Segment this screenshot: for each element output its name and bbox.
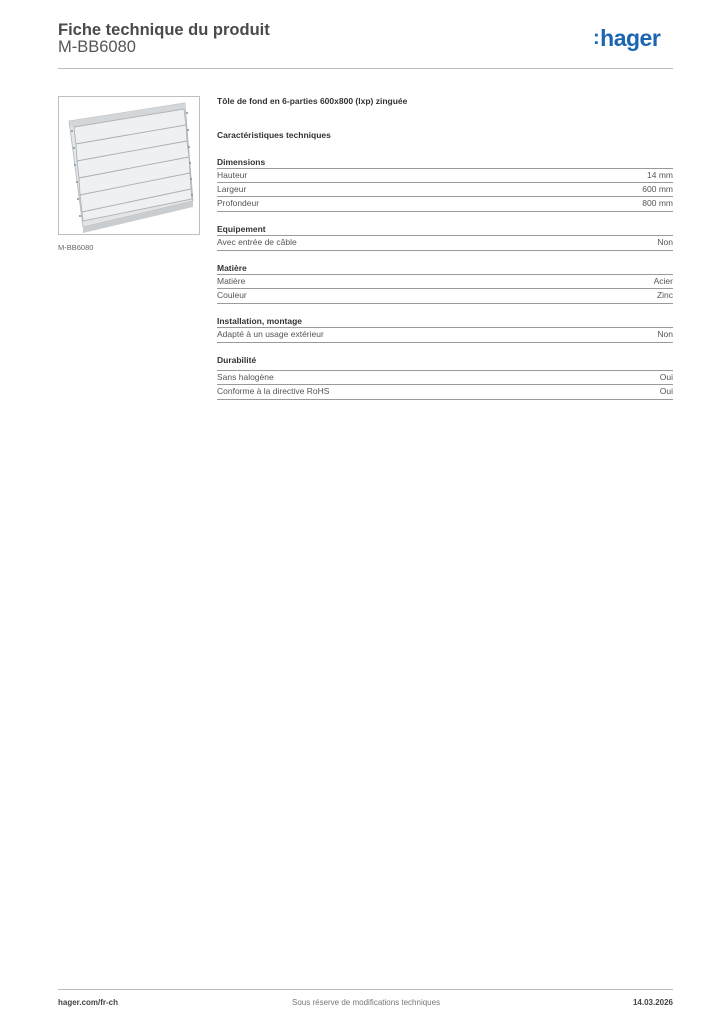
spec-row — [217, 288, 673, 302]
spec-row — [217, 182, 673, 196]
section-title-durabilite: Durabilité — [217, 355, 257, 365]
section-end-line — [217, 211, 673, 212]
spec-row — [217, 384, 673, 398]
mounting-plate-illustration — [59, 97, 200, 235]
section-end-line — [217, 250, 673, 251]
spec-value: Zinc — [656, 290, 673, 300]
spec-value: Oui — [659, 386, 673, 396]
spec-value: Acier — [653, 276, 673, 286]
section-title-matiere: Matière — [217, 263, 247, 273]
header-divider — [58, 68, 673, 69]
spec-value: 800 mm — [642, 198, 673, 208]
spec-value: 600 mm — [642, 184, 673, 194]
spec-value: Oui — [659, 372, 673, 382]
section-end-line — [217, 399, 673, 400]
spec-label: Largeur — [217, 184, 247, 194]
spec-row — [217, 274, 673, 288]
spec-label: Matière — [217, 276, 246, 286]
page-title: Fiche technique du produit — [58, 21, 270, 39]
spec-value: Non — [657, 329, 673, 339]
spec-row — [217, 196, 673, 210]
spec-value: 14 mm — [647, 170, 673, 180]
image-caption: M-BB6080 — [58, 243, 94, 252]
product-image — [58, 96, 200, 235]
spec-row — [217, 370, 673, 384]
product-code: M-BB6080 — [58, 38, 136, 56]
logo-text: hager — [600, 25, 661, 51]
section-title-equipement: Equipement — [217, 224, 266, 234]
section-title-dimensions: Dimensions — [217, 157, 266, 167]
spec-label: Profondeur — [217, 198, 260, 208]
spec-label: Avec entrée de câble — [217, 237, 297, 247]
spec-value: Non — [657, 237, 673, 247]
characteristics-heading: Caractéristiques techniques — [217, 130, 331, 140]
section-end-line — [217, 342, 673, 343]
spec-label: Conforme à la directive RoHS — [217, 386, 330, 396]
footer-website-link[interactable]: hager.com/fr-ch — [58, 998, 119, 1007]
footer-divider — [58, 989, 673, 990]
spec-row — [217, 168, 673, 182]
spec-label: Hauteur — [217, 170, 248, 180]
product-description: Tôle de fond en 6-parties 600x800 (lxp) zinguée — [217, 96, 408, 106]
spec-label: Adapté à un usage extérieur — [217, 329, 324, 339]
section-title-installation: Installation, montage — [217, 316, 303, 326]
footer-notice: Sous réserve de modifications techniques — [292, 998, 441, 1007]
spec-row — [217, 235, 673, 249]
footer-date: 14.03.2026 — [632, 998, 673, 1007]
spec-label: Couleur — [217, 290, 247, 300]
spec-label: Sans halogène — [217, 372, 274, 382]
hager-logo: :hager — [593, 25, 661, 51]
spec-row — [217, 327, 673, 341]
section-end-line — [217, 303, 673, 304]
